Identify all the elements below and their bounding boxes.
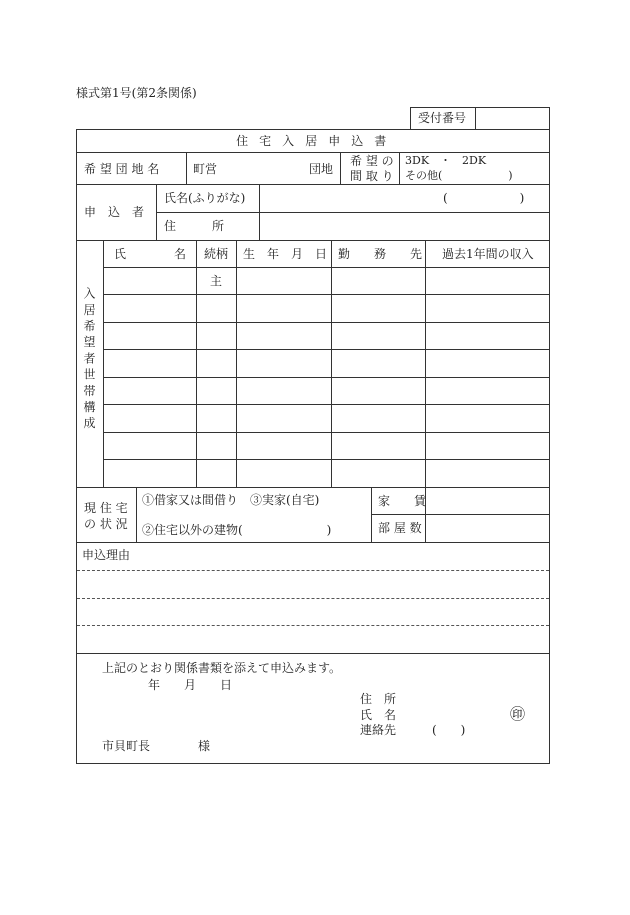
applicant-name-field[interactable]: [262, 186, 442, 210]
applicant-address-field[interactable]: [262, 214, 547, 238]
form-number: 様式第1号(第2条関係): [76, 86, 197, 100]
col-header-income: 過去1年間の収入: [442, 247, 534, 261]
reason-label: 申込理由: [82, 548, 131, 562]
layout-label-line1: 希 望 の: [350, 154, 394, 168]
housing-option-rental-family[interactable]: ①借家又は間借り ③実家(自宅): [142, 493, 320, 507]
col-header-workplace: 勤 務 先: [338, 247, 423, 261]
signer-address-label: 住 所: [360, 692, 397, 706]
name-furigana-label: 氏名(ふりがな): [164, 191, 246, 205]
complex-label: 希 望 団 地 名: [84, 162, 160, 176]
receipt-number-label: 受付番号: [418, 111, 467, 125]
complex-name-field[interactable]: [222, 156, 304, 180]
rooms-field[interactable]: [427, 516, 547, 540]
complex-suffix: 団地: [309, 162, 334, 176]
signer-name-label: 氏 名: [360, 708, 397, 722]
layout-option-other[interactable]: その他( ): [405, 169, 513, 182]
furigana-field[interactable]: ( ): [443, 191, 525, 205]
layout-option-3dk-2dk[interactable]: 3DK ・ 2DK: [405, 154, 487, 167]
current-housing-label-line2: の 状 況: [84, 517, 128, 531]
applicant-label: 申 込 者: [84, 205, 145, 219]
rent-label: 家 賃: [378, 494, 427, 508]
page-title: 住 宅 入 居 申 込 書: [236, 134, 390, 148]
housing-option-non-residential[interactable]: ②住宅以外の建物( ): [142, 523, 332, 537]
rent-field[interactable]: [427, 489, 547, 512]
current-housing-label-line1: 現 住 宅: [84, 501, 128, 515]
col-header-name: 氏 名: [114, 247, 187, 261]
household-entry-area[interactable]: [104, 268, 549, 486]
receipt-number-field[interactable]: [476, 108, 548, 128]
col-header-birthdate: 生 年 月 日: [243, 247, 328, 261]
complex-prefix: 町営: [193, 162, 218, 176]
layout-label-line2: 間 取 り: [350, 169, 394, 183]
application-date: 年 月 日: [148, 678, 233, 692]
seal-mark: ㊞: [510, 705, 526, 723]
addressee: 市貝町長 様: [102, 739, 211, 753]
address-label: 住 所: [164, 219, 225, 233]
contact-label: 連絡先 ( ): [360, 723, 466, 737]
declaration-statement: 上記のとおり関係書類を添えて申込みます。: [102, 661, 342, 675]
reason-field[interactable]: [78, 565, 548, 651]
household-side-label: 入居希望者世帯構成: [82, 287, 96, 433]
relation-head-of-household: 主: [210, 274, 223, 288]
rooms-label: 部 屋 数: [378, 521, 422, 535]
col-header-relation: 続柄: [204, 247, 229, 261]
